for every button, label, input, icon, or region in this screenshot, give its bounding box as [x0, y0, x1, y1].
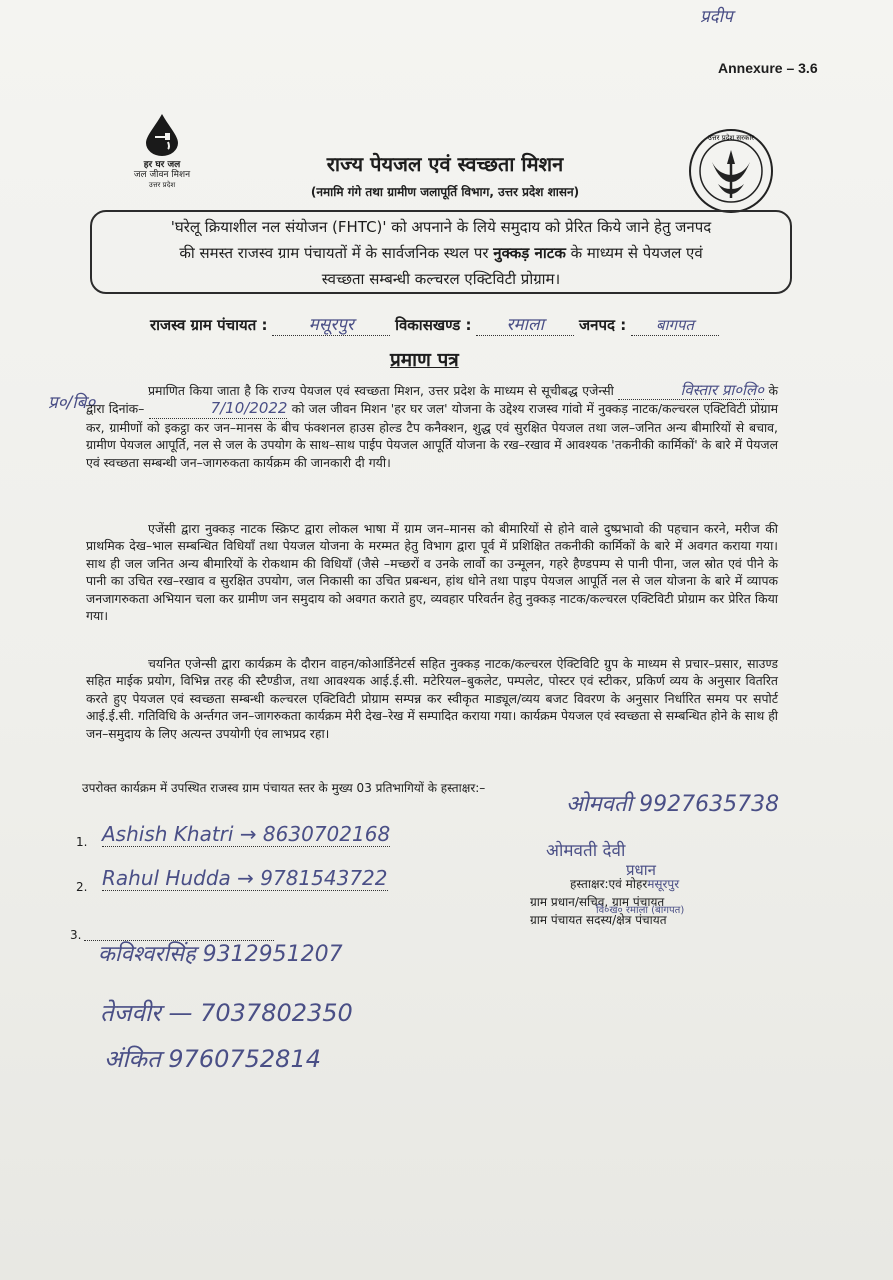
pradhan-signature: ओमवती 9927635738 [566, 792, 780, 817]
program-date-value: 7/10/2022 [149, 400, 288, 418]
signature-label [570, 876, 679, 892]
panchayat-value: मसूरपुर [272, 312, 390, 336]
box-line-3: स्वच्छता सम्बन्धी कल्चरल एक्टिविटी प्रोग्राम। [321, 270, 561, 288]
margin-handwritten-note: प्र०/बि० [48, 393, 96, 413]
program-description-box [90, 210, 792, 294]
district-value: बागपत [631, 315, 719, 336]
stamp-name: ओमवती देवी [546, 841, 626, 861]
para1-part-b: के द्वारा दिनांक– [86, 383, 778, 417]
panchayat-label: राजस्व ग्राम पंचायत : [150, 316, 268, 334]
up-government-emblem-icon [688, 128, 774, 214]
block-label: विकासखण्ड : [395, 316, 472, 334]
participant-1-entry: Ashish Khatri → 8630702168 [102, 822, 391, 846]
para1-part-a: प्रमाणित किया जाता है कि राज्य पेयजल एवं स्वच्छता मिशन, उत्तर प्रदेश के माध्यम से सूचीबद्ध एजेन्सी [148, 383, 614, 398]
district-label: जनपद : [579, 316, 627, 334]
box-line-2-bold: नुक्कड़ नाटक [493, 244, 566, 262]
participant-2-entry: Rahul Hudda → 9781543722 [102, 866, 388, 890]
logo-line-2: जल जीवन मिशन [133, 170, 191, 180]
participant-3-num: 3. [70, 928, 82, 942]
paragraph-3: चयनित एजेन्सी द्वारा कार्यक्रम के दौरान वाहन/कोआर्डिनेटर्स सहित नुक्कड़ नाटक/कल्चरल ऐक्टिविटि ग्रुप के माध्यम से प्रचार–प्रसार, साउण्ड सहित माईक प्रयोग, विभिन्न तरह की स्टैण्डीज, तथा आवश्यक आई.ई.सी. मटेरियल–बुकलेट, पम्पलेट, पोस्टर एवं स्टीकर, प्रकिर्ण व्यय के अनुसार वितरित करते हुए पेयजल एवं स्वच्छता सम्बन्धी कल्चरल एक्टिविटी प्रोग्राम सम्पन्न कर स्वीकृत माड्यूल/व्यय बजट विवरण के अनुसार निर्धारित समय पर सपोर्ट आई.ई.सी. गतिविधि के अर्न्तगत जन–जागरुकता कार्यक्रम मेरी देख–रेख में सम्पादित कराया गया। कार्यक्रम पेयजल एवं स्वच्छता से सम्बन्धित होने के साथ ही जन–समुदाय के लिए अत्यन्त उपयोगी एंव लाभप्रद रहा। [86, 656, 778, 741]
annexure-label: Annexure – 3.6 [718, 60, 818, 76]
emblem-text: उत्तर प्रदेश सरकार [707, 134, 755, 142]
box-line-2-c: के माध्यम से पेयजल एवं [565, 244, 703, 262]
participant-2-num: 2. [76, 880, 88, 894]
corner-handwritten-note: प्रदीप [700, 7, 733, 27]
block-value: रमाला [476, 312, 574, 336]
extra-entry-3: अंकित 9760752814 [104, 1045, 321, 1073]
agency-name-value: विस्तार प्रा०लि० [618, 382, 763, 400]
logo-line-1: हर घर जल [143, 160, 181, 170]
box-line-2 [100, 240, 782, 266]
member-label: ग्राम पंचायत सदस्य/क्षेत्र पंचायत [530, 913, 667, 927]
page-subtitle: (नमामि गंगे तथा ग्रामीण जलापूर्ति विभाग, उत्तर प्रदेश शासन) [310, 185, 580, 199]
para1-part-c: को जल जीवन मिशन 'हर घर जल' योजना के उद्देश्य राजस्व गांवो में नुक्कड़ नाटक/कल्चरल एक्टिविटी प्रोग्राम कर, ग्रामीणों को इकट्ठा कर जन–मानस के बीच फंक्शनल हाउस होल्ड टैप कनैक्शन, शुद्ध एवं सुरक्षित पेयजल तथा जल–जनित अन्य बीमारियों से बचाव, ग्रामीण पेयजल आपूर्ति, नल से जल के उपयोग के साथ–साथ पाईप पेयजल आपूर्ति योजना के रख–रखाव में आवश्यक 'तकनीकी कार्मिकों' के बारे में पेयजल एवं स्वच्छता सम्बन्धी जन–जागरुकता कार्यक्रम की जानकारी दी गयी। [86, 401, 778, 470]
extra-entry-2: तेजवीर — 7037802350 [100, 999, 353, 1027]
page-title: राज्य पेयजल एवं स्वच्छता मिशन [326, 152, 564, 176]
stamp-district: वि०ख० रमाला (बागपत) [596, 905, 685, 916]
certificate-heading: प्रमाण पत्र [390, 349, 459, 371]
har-ghar-jal-logo [126, 112, 198, 190]
stamp-designation: प्रधान [626, 861, 656, 879]
extra-entry-1: कविश्‍वरसिंह 9312951207 [98, 942, 343, 967]
stamp-place: मसूरपुर [647, 877, 680, 891]
signatories-intro: उपरोक्त कार्यक्रम में उपस्थित राजस्व ग्राम पंचायत स्तर के मुख्य 03 प्रतिभागियों के हस्ताक्षर:– [82, 781, 486, 795]
paragraph-1 [86, 382, 778, 471]
water-drop-icon [142, 112, 182, 156]
pradhan-label-text: ग्राम प्रधान/सचिव, ग्राम पंचायत [530, 895, 665, 909]
header-title-block [250, 150, 640, 200]
box-line-2-a: की समस्त राजस्व ग्राम पंचायतों में के सार्वजनिक स्थल पर [179, 244, 494, 262]
box-line-1: 'घरेलू क्रियाशील नल संयोजन (FHTC)' को अपनाने के लिये समुदाय को प्रेरित किये जाने हेतु जनपद [170, 218, 712, 236]
paragraph-2: एजेंसी द्वारा नुक्कड़ नाटक स्क्रिप्ट द्वारा लोकल भाषा में ग्राम जन–मानस को बीमारियों से होने वाले दुष्प्रभावो की पहचान करने, मरीज की प्राथमिक देख–भाल सम्बन्धित विधियाँ तथा पेयजल योजना के मरम्मत हेतु विभाग द्वारा पूर्व में प्रशिक्षित तकनीकी कार्मिकों के बारे में अवगत कराया गया। साथ ही जल जनित अन्य बीमारियों के रोकथाम की विधियाँ (जैसे –मच्छरों व उनके लार्वो का उन्मूलन, गहरे हैण्डपम्प से पानी पीना, जल स्रोत एवं पीने के पानी का उचित रख–रखाव व सुरक्षित उपयोग, जल निकासी का उचित प्रबन्धन, हांथ धोने तथा पाइप पेयजल आपूर्ति नल से जल योजना के बारे में व्यापक जनजागरुकता अभियान चला कर ग्रामीण जन समुदाय को अवगत कराते हुए, व्यवहार परिवर्तन हेतु नुक्कड़ नाटक/कल्चरल एक्टिविटी प्रोग्राम कर प्रेरित किया गया। [86, 521, 778, 624]
participant-1-num: 1. [76, 835, 88, 849]
location-row [150, 312, 719, 336]
signature-label-text: हस्ताक्षर:एवं मोहर [570, 877, 648, 891]
logo-line-3: उत्तर प्रदेश [148, 181, 176, 189]
